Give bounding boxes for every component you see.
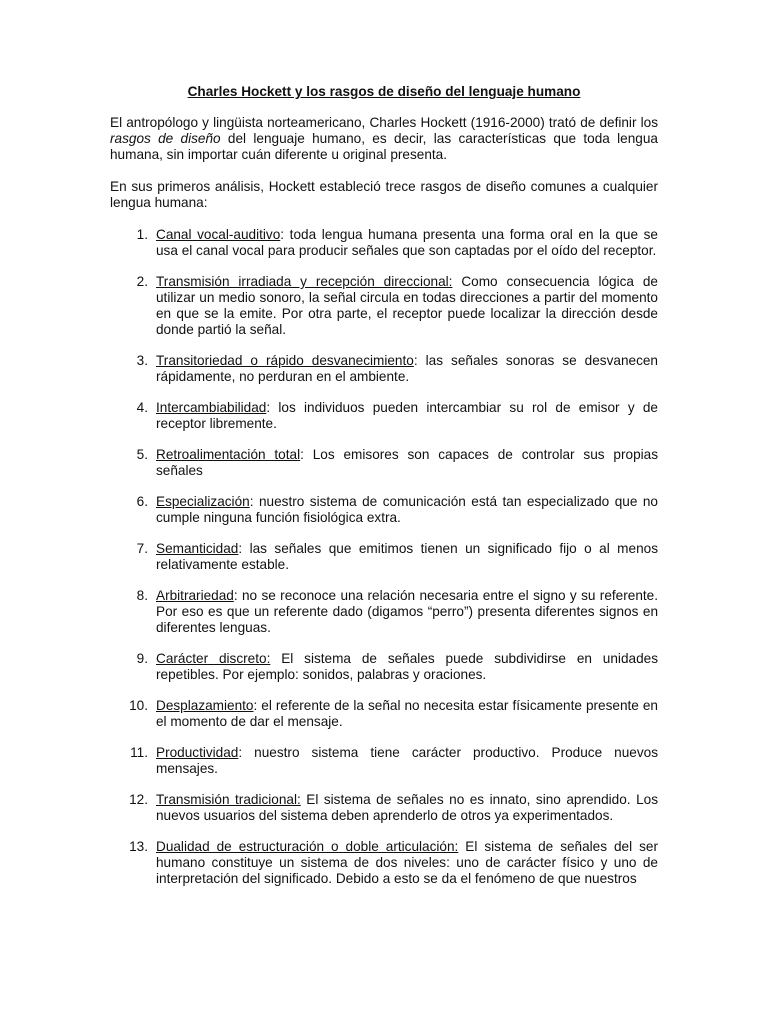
item-description: El sistema de señales del ser humano constituye un sistema de dos niveles: uno de carácter físico y uno de interpretación del significado. Debido a esto se da el fenómeno de que nuestros [156,839,658,886]
item-description: las señales que emitimos tienen un significado fijo o al menos relativamente estable. [156,541,658,572]
list-item [129,792,658,824]
item-separator: : [266,400,271,415]
list-item [136,541,658,573]
item-separator: : [253,698,258,713]
item-separator: : [300,447,304,462]
item-term: Retroalimentación total [156,447,301,462]
item-number: 3. [136,353,148,368]
item-term: Transitoriedad o rápido desvanecimiento [156,353,414,368]
list-item [136,651,658,683]
document-title: Charles Hockett y los rasgos de diseño del lenguaje humano [187,84,581,99]
list-item [136,588,658,636]
item-description: no se reconoce una relación necesaria entre el signo y su referente. Por eso es que un referente dado (digamos “perro”) presenta diferentes signos en diferentes lenguas. [156,588,658,635]
item-term: Dualidad de estructuración o doble articulación: [156,839,459,854]
item-number: 5. [136,447,148,462]
list-item [130,745,658,777]
item-description: toda lengua humana presenta una forma oral en la que se usa el canal vocal para producir señales que son captadas por el oído del receptor. [156,227,658,258]
item-separator: : [233,588,238,603]
list-item [129,698,658,730]
intro-italic-term: rasgos de diseño [110,131,221,146]
item-number: 9. [136,651,148,666]
item-separator: : [413,353,418,368]
item-term: Desplazamiento [156,698,254,713]
list-item [136,227,658,259]
item-description: nuestro sistema tiene carácter productivo. Produce nuevos mensajes. [156,745,658,776]
item-number: 4. [136,400,148,415]
list-item [136,353,658,385]
item-number: 12. [129,792,148,807]
list-item [136,400,658,432]
item-term: Canal vocal-auditivo [156,227,281,242]
item-term: Carácter discreto: [156,651,271,666]
item-term: Arbitrariedad [156,588,234,603]
item-term: Productividad [156,745,239,760]
item-number: 7. [136,541,148,556]
item-number: 6. [136,494,148,509]
item-number: 2. [136,274,148,289]
item-description: Como consecuencia lógica de utilizar un medio sonoro, la señal circula en todas direcciones a partir del momento en que se la emite. Por otra parte, el receptor puede localizar la dirección desde donde partió la señal. [156,274,658,337]
list-item [136,447,659,479]
item-description: Los emisores son capaces de controlar sus propias señales [156,447,659,478]
item-term: Transmisión irradiada y recepción direccional: [156,274,453,289]
item-term: Intercambiabilidad [156,400,267,415]
list-item [136,274,658,338]
second-paragraph: En sus primeros análisis, Hockett estableció trece rasgos de diseño comunes a cualquier lengua humana: [110,179,658,210]
item-term: Semanticidad [156,541,239,556]
item-description: El sistema de señales puede subdividirse en unidades repetibles. Por ejemplo: sonidos, palabras y oraciones. [156,651,658,682]
intro-text-end: del lenguaje humano, es decir, las características que toda lengua humana, sin importar cuán diferente u original presenta. [110,131,658,162]
item-number: 11. [130,745,148,760]
item-separator: : [238,745,243,760]
item-separator: : [280,227,285,242]
item-description: nuestro sistema de comunicación está tan especializado que no cumple ninguna función fisiológica extra. [156,494,658,525]
item-separator: : [249,494,254,509]
item-term: Especialización [156,494,250,509]
list-item [136,494,658,526]
item-number: 10. [129,698,148,713]
intro-text-start: El antropólogo y lingüista norteamericano, Charles Hockett (1916-2000) trató de definir los [110,115,658,130]
item-separator: : [238,541,243,556]
intro-paragraph [110,115,658,163]
item-description: las señales sonoras se desvanecen rápidamente, no perduran en el ambiente. [156,353,658,384]
item-description: el referente de la señal no necesita estar físicamente presente en el momento de dar el mensaje. [156,698,658,729]
item-term: Transmisión tradicional: [156,792,301,807]
item-number: 1. [136,227,148,242]
list-item [129,839,658,887]
item-description: El sistema de señales no es innato, sino aprendido. Los nuevos usuarios del sistema deben aprenderlo de otros ya experimentados. [156,792,658,823]
design-features-list [110,227,658,887]
item-description: los individuos pueden intercambiar su rol de emisor y de receptor libremente. [156,400,658,431]
item-number: 13. [129,839,148,854]
item-number: 8. [136,588,148,603]
